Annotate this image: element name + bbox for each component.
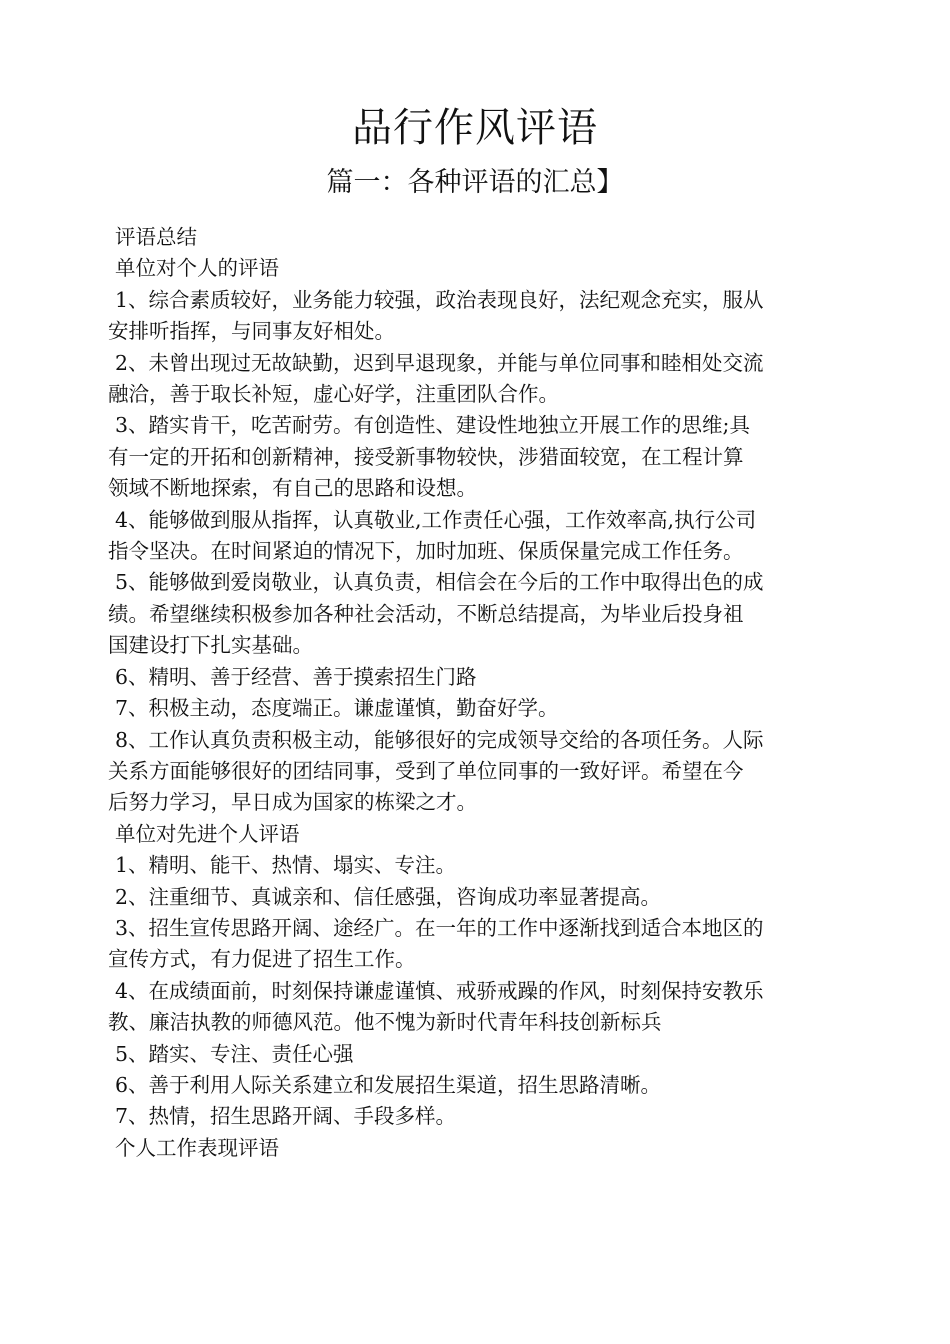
comment-item-line: 教、廉洁执教的师德风范。他不愧为新时代青年科技创新标兵 [108,1010,662,1035]
comment-item-line: 3、招生宣传思路开阔、途经广。在一年的工作中逐渐找到适合本地区的 [115,915,764,940]
comment-item-line: 后努力学习，早日成为国家的栋梁之才。 [108,790,477,815]
comment-item-line: 2、未曾出现过无故缺勤，迟到早退现象，并能与单位同事和睦相处交流 [115,350,764,375]
comment-list-unit-to-advanced [108,850,856,1133]
comment-item-line: 领域不断地探索，有自己的思路和设想。 [108,476,477,501]
section-heading-personal-work: 个人工作表现评语 [115,1135,279,1160]
comment-item-line: 4、能够做到服从指挥，认真敬业,工作责任心强，工作效率高,执行公司 [115,507,757,532]
comment-item-line: 3、踏实肯干，吃苦耐劳。有创造性、建设性地独立开展工作的思维;具 [115,413,750,438]
comment-item-line: 8、工作认真负责积极主动，能够很好的完成领导交给的各项任务。人际 [115,727,764,752]
comment-item-line: 5、踏实、专注、责任心强 [115,1041,354,1066]
comment-item-line: 6、善于利用人际关系建立和发展招生渠道，招生思路清晰。 [115,1072,662,1097]
section-heading-unit-to-individual: 单位对个人的评语 [115,256,279,281]
document-body [108,222,856,1164]
comment-item-line: 国建设打下扎实基础。 [108,633,313,658]
comment-item-line: 7、热情，招生思路开阔、手段多样。 [115,1104,457,1129]
comment-list-unit-to-individual [108,285,856,819]
comment-item-line: 1、精明、能干、热情、塌实、专注。 [115,853,457,878]
section-heading-unit-to-advanced: 单位对先进个人评语 [115,821,300,846]
comment-item-line: 融洽，善于取长补短，虚心好学，注重团队合作。 [108,382,559,407]
comment-item-line: 指令坚决。在时间紧迫的情况下，加时加班、保质保量完成工作任务。 [108,539,744,564]
comment-item-line: 6、精明、善于经营、善于摸索招生门路 [115,664,477,689]
comment-item-line: 5、能够做到爱岗敬业，认真负责，相信会在今后的工作中取得出色的成 [115,570,764,595]
comment-item-line: 2、注重细节、真诚亲和、信任感强，咨询成功率显著提高。 [115,884,662,909]
document-title: 品行作风评语 [352,105,598,151]
section-heading-summary: 评语总结 [115,225,197,249]
comment-item-line: 4、在成绩面前，时刻保持谦虚谨慎、戒骄戒躁的作风，时刻保持安教乐 [115,978,764,1003]
comment-item-line: 有一定的开拓和创新精神，接受新事物较快，涉猎面较宽，在工程计算 [108,444,744,469]
document-subtitle: 篇一：各种评语的汇总】 [326,167,624,198]
comment-item-line: 关系方面能够很好的团结同事，受到了单位同事的一致好评。希望在今 [108,758,744,783]
comment-item-line: 安排听指挥，与同事友好相处。 [108,319,395,344]
comment-item-line: 7、积极主动，态度端正。谦虚谨慎，勤奋好学。 [115,696,559,721]
comment-item-line: 宣传方式，有力促进了招生工作。 [108,947,416,972]
comment-item-line: 绩。希望继续积极参加各种社会活动，不断总结提高，为毕业后投身祖 [108,601,744,626]
comment-item-line: 1、综合素质较好，业务能力较强，政治表现良好，法纪观念充实，服从 [115,287,764,312]
